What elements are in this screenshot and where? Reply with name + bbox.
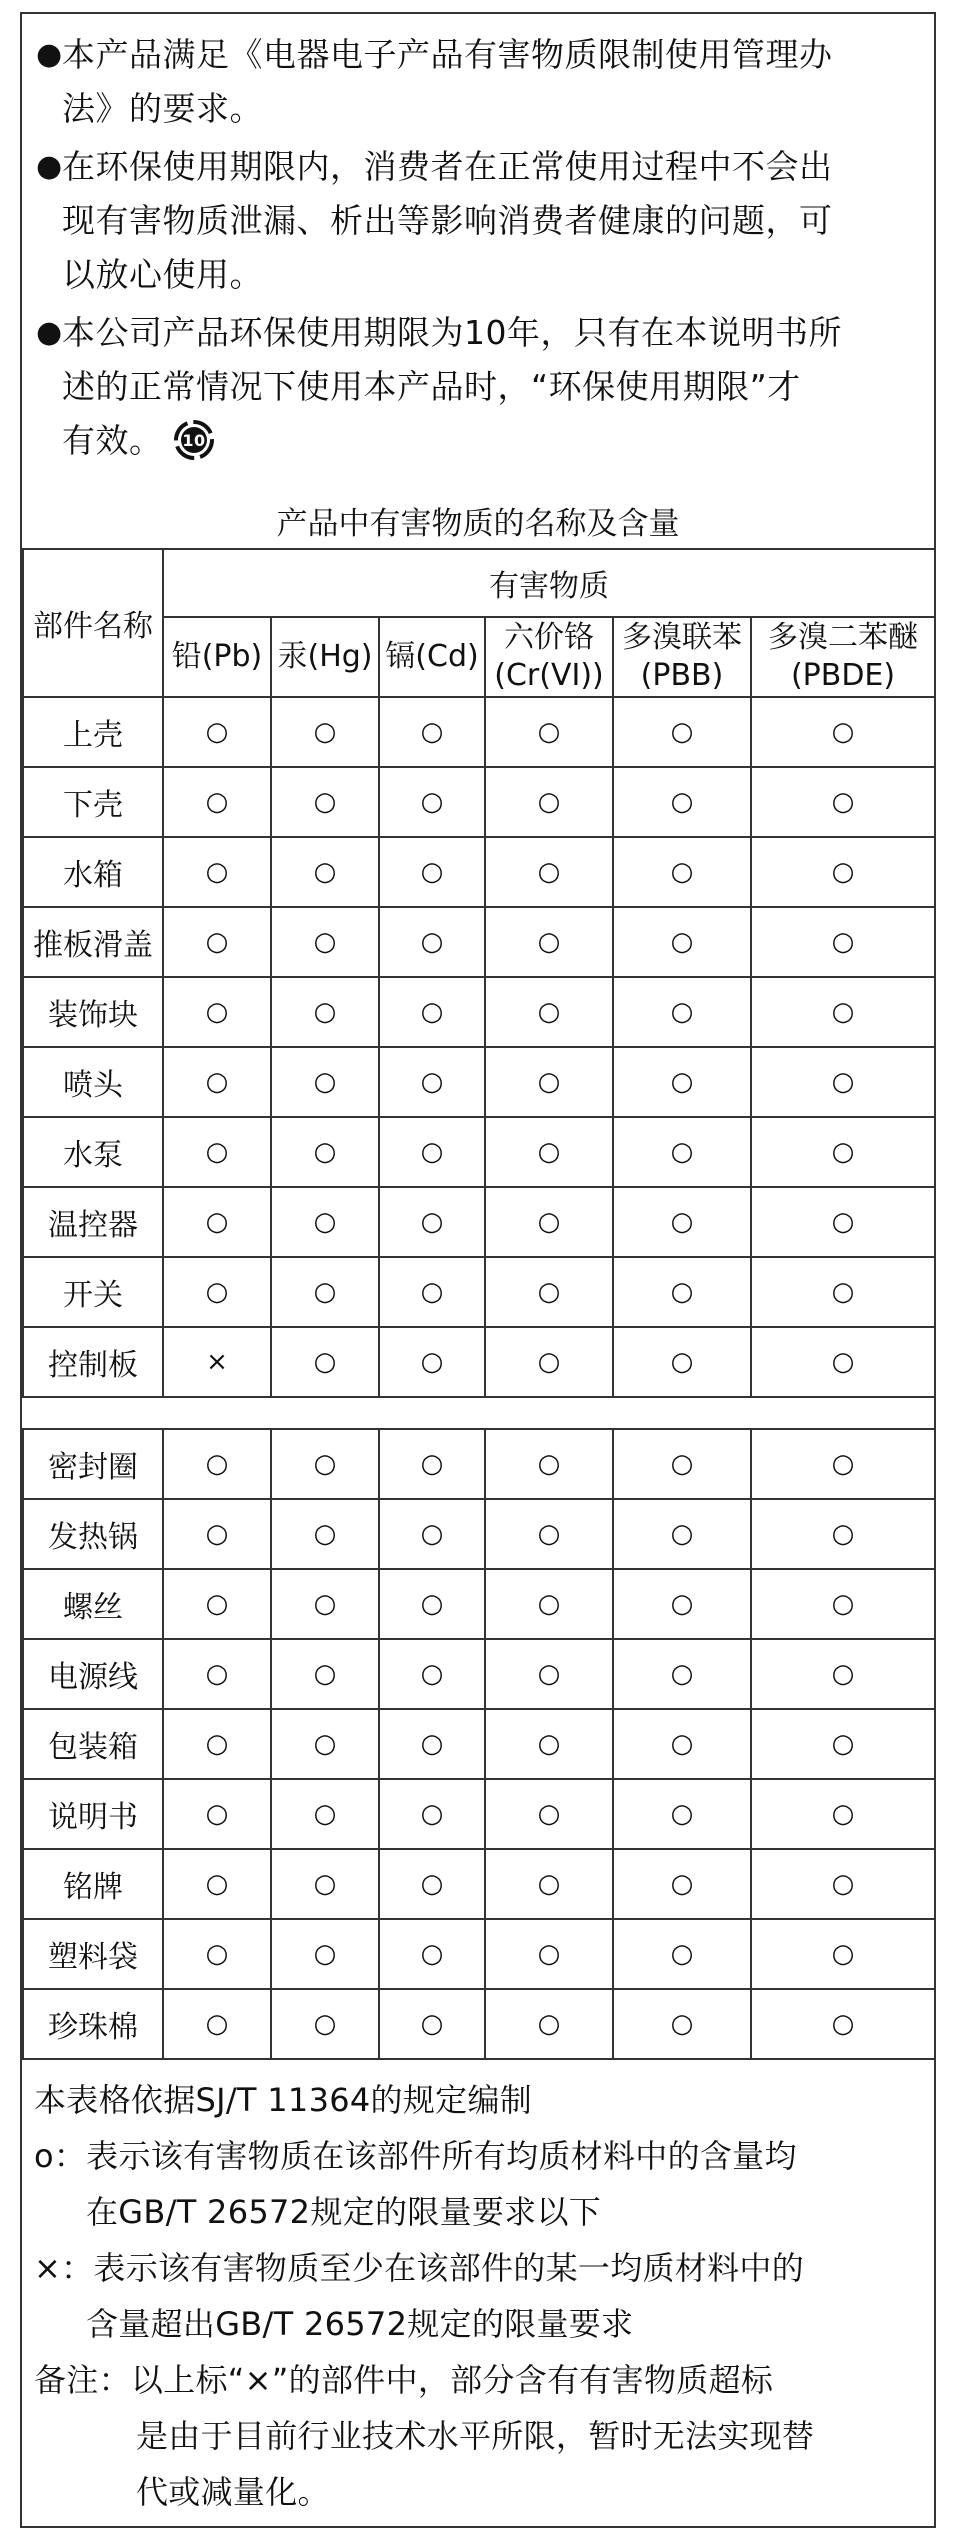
substance-mark-cell: ○ [163, 1429, 271, 1499]
substance-mark-cell: ○ [613, 1569, 751, 1639]
bullet-text-line: 法》的要求。 [62, 89, 263, 128]
substance-mark-cell: ○ [485, 697, 613, 767]
substance-mark-cell: ○ [613, 1779, 751, 1849]
bullet-text-line: 现有害物质泄漏、析出等影响消费者健康的问题，可 [62, 201, 833, 240]
substance-mark-cell: ○ [271, 977, 379, 1047]
substance-mark-cell: ○ [379, 767, 485, 837]
substance-mark-cell: ○ [485, 1709, 613, 1779]
substance-mark-cell: ○ [379, 977, 485, 1047]
document-frame [20, 12, 936, 2528]
substance-mark-cell: ○ [485, 907, 613, 977]
substance-mark-cell: ○ [271, 1639, 379, 1709]
note-line: 本表格依据SJ/T 11364的规定编制 [34, 2081, 533, 2119]
substance-mark-cell: ○ [163, 1047, 271, 1117]
substance-mark-cell: ○ [613, 1639, 751, 1709]
substance-mark-cell: ○ [379, 1047, 485, 1117]
substance-mark-cell: ○ [751, 767, 935, 837]
substance-mark-cell: ○ [485, 1047, 613, 1117]
table-row [23, 1639, 935, 1709]
substance-mark-cell: ○ [379, 1709, 485, 1779]
substance-mark-cell: ○ [379, 1117, 485, 1187]
substance-mark-cell: ○ [271, 1779, 379, 1849]
substance-mark-cell: ○ [485, 977, 613, 1047]
note-line: ×：表示该有害物质至少在该部件的某一均质材料中的 [34, 2249, 805, 2287]
substance-mark-cell: ○ [271, 1429, 379, 1499]
note-line: 在GB/T 26572规定的限量要求以下 [86, 2193, 602, 2231]
substance-column-header: 六价铬 (Cr(VI)) [485, 617, 613, 697]
part-name-cell: 水泵 [23, 1117, 163, 1187]
substance-mark-cell: ○ [613, 1709, 751, 1779]
substance-mark-cell: ○ [163, 1639, 271, 1709]
substance-mark-cell: ○ [613, 1989, 751, 2059]
substance-mark-cell: ○ [163, 1187, 271, 1257]
substance-mark-cell: ○ [271, 1257, 379, 1327]
note-line: o：表示该有害物质在该部件所有均质材料中的含量均 [34, 2137, 797, 2175]
table-title: 产品中有害物质的名称及含量 [276, 506, 680, 542]
table-row [23, 1989, 935, 2059]
substance-mark-cell: ○ [751, 837, 935, 907]
table-notes [34, 2072, 924, 2520]
substance-mark-cell: ○ [613, 1257, 751, 1327]
bullet-text-line: 在环保使用期限内，消费者在正常使用过程中不会出 [62, 147, 833, 186]
substance-mark-cell: ○ [751, 1569, 935, 1639]
substance-mark-cell: ○ [163, 697, 271, 767]
substance-mark-cell: ○ [613, 767, 751, 837]
bullet-dot-icon: ● [36, 37, 63, 72]
substance-mark-cell: ○ [163, 907, 271, 977]
substance-mark-cell: ○ [751, 1779, 935, 1849]
substance-mark-cell: ○ [271, 1499, 379, 1569]
substance-column-header: 铅(Pb) [163, 617, 271, 697]
substance-mark-cell: ○ [751, 1849, 935, 1919]
substance-column-header: 镉(Cd) [379, 617, 485, 697]
substance-mark-cell: ○ [751, 907, 935, 977]
epup-10-year-logo-icon [173, 419, 215, 461]
substance-mark-cell: ○ [271, 1569, 379, 1639]
substance-mark-cell: ○ [379, 907, 485, 977]
substance-column-header: 多溴联苯 (PBB) [613, 617, 751, 697]
substance-column-header: 多溴二苯醚 (PBDE) [751, 617, 935, 697]
part-name-cell: 下壳 [23, 767, 163, 837]
substance-mark-cell: ○ [163, 1117, 271, 1187]
note-line: 含量超出GB/T 26572规定的限量要求 [86, 2305, 634, 2343]
substance-mark-cell: ○ [163, 1919, 271, 1989]
substance-mark-cell: ○ [271, 907, 379, 977]
substance-mark-cell: ○ [163, 977, 271, 1047]
substance-mark-cell: ○ [613, 1187, 751, 1257]
substance-mark-cell: ○ [485, 1919, 613, 1989]
substance-column-header: 汞(Hg) [271, 617, 379, 697]
part-name-cell: 温控器 [23, 1187, 163, 1257]
part-name-cell: 上壳 [23, 697, 163, 767]
substance-mark-cell: ○ [163, 1989, 271, 2059]
part-name-cell: 密封圈 [23, 1429, 163, 1499]
substance-mark-cell: ○ [485, 1569, 613, 1639]
part-name-cell: 开关 [23, 1257, 163, 1327]
part-name-cell: 螺丝 [23, 1569, 163, 1639]
table-row [23, 1849, 935, 1919]
note-line: 代或减量化。 [136, 2473, 330, 2511]
substance-mark-cell: ○ [613, 977, 751, 1047]
substance-mark-cell: ○ [613, 1327, 751, 1397]
bullet-text-line: 有效。 10 [62, 414, 924, 468]
hazardous-substance-table [22, 548, 936, 1398]
hazardous-substance-table-continued [22, 1428, 936, 2060]
bullet-text-line: 本产品满足《电器电子产品有害物质限制使用管理办 [62, 35, 833, 74]
substance-mark-cell: ○ [379, 697, 485, 767]
substance-mark-cell: ○ [379, 1989, 485, 2059]
substance-mark-cell: ○ [485, 1989, 613, 2059]
substance-mark-cell: ○ [751, 1257, 935, 1327]
table-row [23, 767, 935, 837]
part-name-cell: 水箱 [23, 837, 163, 907]
substance-mark-cell: ○ [751, 1499, 935, 1569]
substance-mark-cell: ○ [751, 1989, 935, 2059]
substance-mark-cell: ○ [613, 837, 751, 907]
substance-mark-cell: ○ [613, 907, 751, 977]
substance-mark-cell: ○ [613, 1429, 751, 1499]
table-row [23, 1709, 935, 1779]
substance-mark-cell: ○ [379, 1257, 485, 1327]
part-name-cell: 推板滑盖 [23, 907, 163, 977]
substance-mark-cell: ○ [485, 767, 613, 837]
part-name-cell: 塑料袋 [23, 1919, 163, 1989]
substance-mark-cell: ○ [271, 1919, 379, 1989]
substance-mark-cell: ○ [485, 1117, 613, 1187]
substance-mark-cell: ○ [751, 1919, 935, 1989]
substance-mark-cell: ○ [271, 1117, 379, 1187]
substance-mark-cell: ○ [271, 1327, 379, 1397]
substance-mark-cell: × [163, 1327, 271, 1397]
substance-mark-cell: ○ [379, 837, 485, 907]
substance-mark-cell: ○ [163, 1849, 271, 1919]
substance-mark-cell: ○ [485, 1639, 613, 1709]
substance-mark-cell: ○ [751, 697, 935, 767]
table-row [23, 837, 935, 907]
svg-text:10: 10 [181, 431, 206, 450]
part-name-header: 部件名称 [23, 549, 163, 697]
substance-mark-cell: ○ [613, 1117, 751, 1187]
substance-mark-cell: ○ [613, 1499, 751, 1569]
substance-mark-cell: ○ [751, 977, 935, 1047]
table-row [23, 1569, 935, 1639]
table-row [23, 1429, 935, 1499]
substance-header: 有害物质 [163, 549, 935, 617]
substance-mark-cell: ○ [751, 1047, 935, 1117]
part-name-cell: 喷头 [23, 1047, 163, 1117]
compliance-statements [34, 28, 924, 472]
part-name-cell: 包装箱 [23, 1709, 163, 1779]
substance-mark-cell: ○ [751, 1187, 935, 1257]
substance-mark-cell: ○ [751, 1639, 935, 1709]
substance-mark-cell: ○ [379, 1327, 485, 1397]
part-name-cell: 发热锅 [23, 1499, 163, 1569]
substance-mark-cell: ○ [163, 837, 271, 907]
substance-mark-cell: ○ [163, 1709, 271, 1779]
substance-mark-cell: ○ [485, 1429, 613, 1499]
substance-mark-cell: ○ [485, 837, 613, 907]
part-name-cell: 珍珠棉 [23, 1989, 163, 2059]
note-line: 备注：以上标“×”的部件中，部分含有有害物质超标 [34, 2361, 774, 2399]
substance-mark-cell: ○ [271, 1709, 379, 1779]
substance-mark-cell: ○ [751, 1429, 935, 1499]
table-row [23, 977, 935, 1047]
substance-mark-cell: ○ [271, 1849, 379, 1919]
part-name-cell: 装饰块 [23, 977, 163, 1047]
substance-mark-cell: ○ [751, 1117, 935, 1187]
substance-mark-cell: ○ [379, 1187, 485, 1257]
bullet-item [34, 28, 924, 136]
substance-mark-cell: ○ [613, 697, 751, 767]
bullet-text-line: 述的正常情况下使用本产品时，“环保使用期限”才 [62, 367, 801, 406]
substance-mark-cell: ○ [485, 1257, 613, 1327]
substance-mark-cell: ○ [379, 1919, 485, 1989]
bullet-dot-icon: ● [36, 149, 63, 184]
part-name-cell: 电源线 [23, 1639, 163, 1709]
bullet-dot-icon: ● [36, 315, 63, 350]
substance-mark-cell: ○ [163, 1499, 271, 1569]
substance-mark-cell: ○ [163, 1569, 271, 1639]
substance-mark-cell: ○ [271, 837, 379, 907]
bullet-text-line: 以放心使用。 [62, 255, 263, 294]
table-row [23, 1187, 935, 1257]
substance-mark-cell: ○ [613, 1919, 751, 1989]
substance-mark-cell: ○ [271, 1047, 379, 1117]
substance-mark-cell: ○ [379, 1429, 485, 1499]
substance-mark-cell: ○ [485, 1187, 613, 1257]
note-line: 是由于目前行业技术水平所限，暂时无法实现替 [136, 2417, 815, 2455]
substance-mark-cell: ○ [271, 1989, 379, 2059]
substance-mark-cell: ○ [485, 1499, 613, 1569]
bullet-item [34, 140, 924, 302]
substance-mark-cell: ○ [751, 1709, 935, 1779]
table-row [23, 1257, 935, 1327]
table-row [23, 907, 935, 977]
substance-mark-cell: ○ [613, 1047, 751, 1117]
part-name-cell: 铭牌 [23, 1849, 163, 1919]
substance-mark-cell: ○ [163, 1779, 271, 1849]
substance-mark-cell: ○ [613, 1849, 751, 1919]
part-name-cell: 控制板 [23, 1327, 163, 1397]
substance-mark-cell: ○ [379, 1779, 485, 1849]
substance-mark-cell: ○ [485, 1849, 613, 1919]
bullet-text-line: 本公司产品环保使用期限为10年，只有在本说明书所 [62, 313, 842, 352]
substance-mark-cell: ○ [163, 767, 271, 837]
part-name-cell: 说明书 [23, 1779, 163, 1849]
substance-mark-cell: ○ [271, 767, 379, 837]
substance-mark-cell: ○ [379, 1849, 485, 1919]
substance-mark-cell: ○ [485, 1779, 613, 1849]
table-row [23, 1117, 935, 1187]
substance-mark-cell: ○ [271, 1187, 379, 1257]
substance-mark-cell: ○ [379, 1499, 485, 1569]
table-row [23, 1499, 935, 1569]
table-row [23, 1327, 935, 1397]
table-row [23, 1047, 935, 1117]
substance-mark-cell: ○ [379, 1569, 485, 1639]
table-row [23, 1779, 935, 1849]
substance-mark-cell: ○ [751, 1327, 935, 1397]
substance-mark-cell: ○ [485, 1327, 613, 1397]
substance-mark-cell: ○ [163, 1257, 271, 1327]
substance-mark-cell: ○ [271, 697, 379, 767]
table-row [23, 697, 935, 767]
table-row [23, 1919, 935, 1989]
substance-mark-cell: ○ [379, 1639, 485, 1709]
bullet-item [34, 306, 924, 468]
